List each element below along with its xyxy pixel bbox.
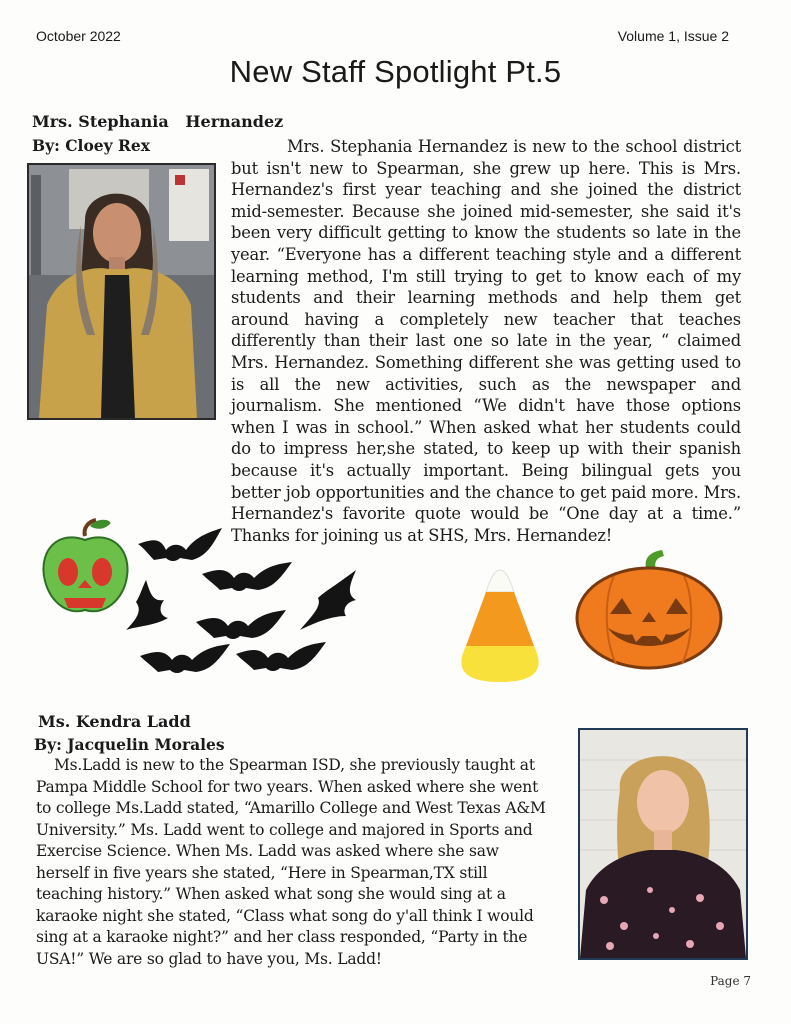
- candy-corn-icon: [440, 566, 560, 686]
- bats-icon: [110, 522, 380, 692]
- page-title: New Staff Spotlight Pt.5: [229, 54, 562, 89]
- article2-body: Ms.Ladd is new to the Spearman ISD, she previously taught at Pampa Middle School for two years. When asked where she went to college Ms.Ladd stated, “Amarillo College and West Texas A&M University.” Ms. Ladd went to college and majored in Sports and Exercise Science. When Ms. Ladd was asked where she saw herself in five years she stated, “Here in Spearman,TX still teaching history.” When asked what song she would sing at a karaoke night she stated, “Class what song do y'all think I would sing at a karaoke night?” and her class responded, “Party in the USA!” We are so glad to have you, Ms. Ladd!: [36, 756, 546, 968]
- ladd-photo: [578, 728, 748, 960]
- jack-o-lantern-icon: [574, 548, 724, 670]
- page-number: Page 7: [710, 974, 751, 988]
- article2-teacher-name: Ms. Kendra Ladd: [38, 712, 191, 731]
- article2-byline: By: Jacquelin Morales: [34, 735, 225, 754]
- article1-teacher-name: Mrs. Stephania Hernandez: [32, 112, 284, 131]
- article1-body: Mrs. Stephania Hernandez is new to the school district but isn't new to Spearman, she grew up here. This is Mrs. Hernandez's first year teaching and she joined the district mid-semester. Because she joined mid-semester, she said it's been very difficult getting to know the students so late in the year. “Everyone has a different teaching style and a different learning method, I'm still trying to get to know each of my students and their learning methods and help them get around having a completely new teacher that teaches differently than their last one so late in the year, “ claimed Mrs. Hernandez. Something different she was getting used to is all the new activities, such as the newspaper and journalism. She mentioned “We didn't have those options when I was in school.” When asked what her students could do to impress her,she stated, to keep up with their spanish because it's actually important. Being bilingual gets you better job opportunities and the chance to get paid more. Mrs. Hernandez's favorite quote would be “One day at a time.” Thanks for joining us at SHS, Mrs. Hernandez!: [231, 137, 741, 545]
- volume-issue: Volume 1, Issue 2: [617, 28, 729, 44]
- issue-date: October 2022: [36, 28, 121, 44]
- hernandez-photo: [27, 163, 216, 420]
- article1-byline: By: Cloey Rex: [32, 136, 151, 155]
